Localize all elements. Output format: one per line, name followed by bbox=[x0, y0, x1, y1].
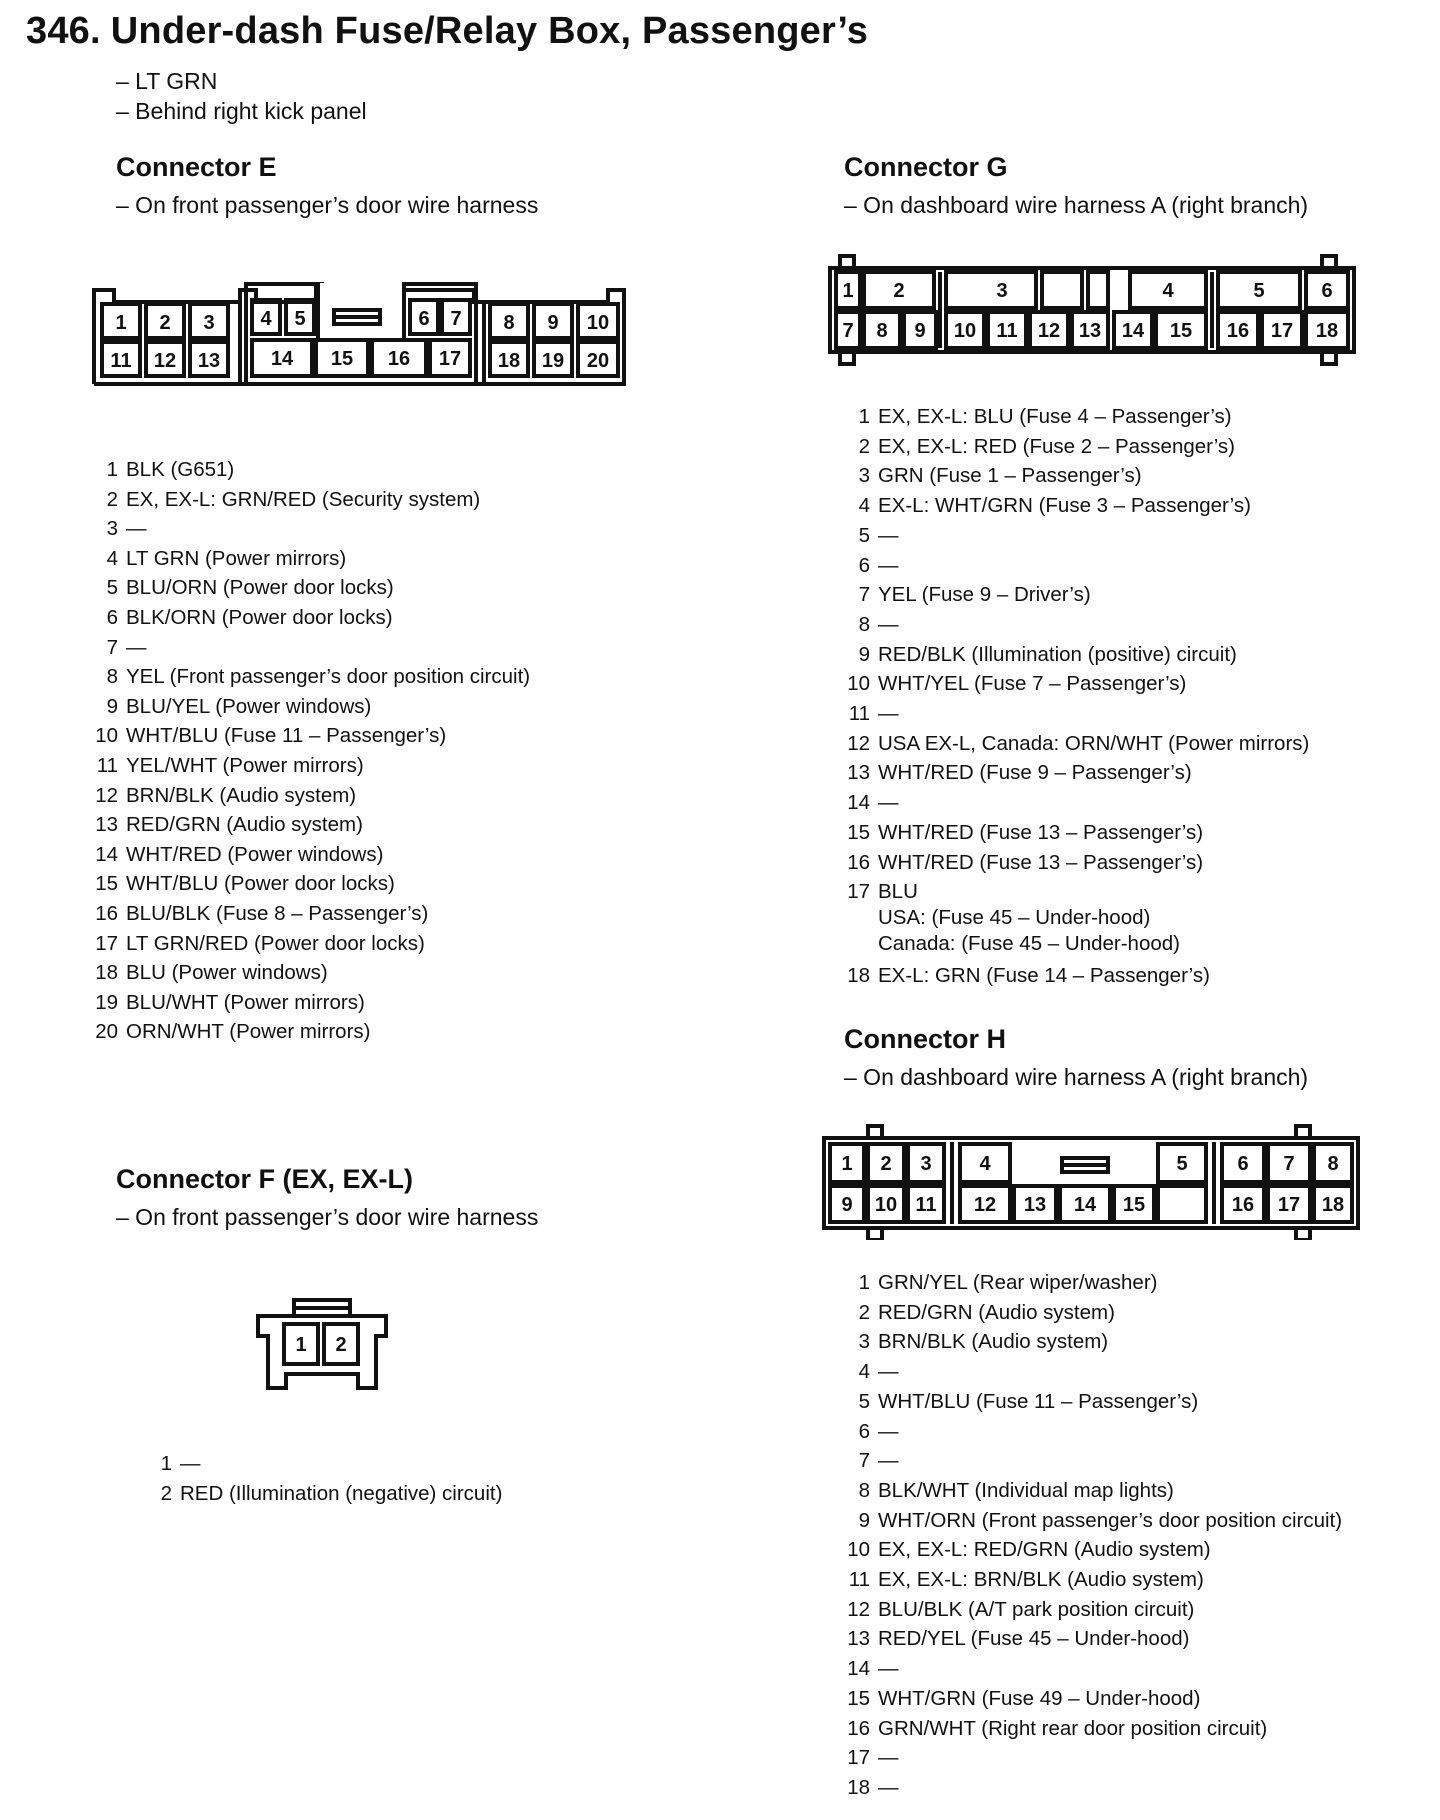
list-item: 2 RED/GRN (Audio system) bbox=[858, 1300, 1115, 1324]
g-cavity-9: 9 bbox=[914, 320, 926, 342]
h-cavity-13: 13 bbox=[1023, 1194, 1047, 1216]
list-item: 10 WHT/BLU (Fuse 11 – Passenger’s) bbox=[95, 724, 447, 748]
list-item: 17 LT GRN/RED (Power door locks) bbox=[95, 931, 425, 955]
e-cavity-17: 17 bbox=[438, 348, 462, 370]
e-cavity-10: 10 bbox=[586, 312, 610, 334]
list-item: 15 WHT/BLU (Power door locks) bbox=[95, 872, 395, 896]
list-item: 1 EX, EX-L: BLU (Fuse 4 – Passenger’s) bbox=[858, 405, 1232, 428]
list-item: 7 YEL (Fuse 9 – Driver’s) bbox=[858, 583, 1091, 607]
e-cavity-9: 9 bbox=[547, 312, 559, 334]
list-item: 17 — bbox=[847, 1746, 899, 1770]
list-item: 14 — bbox=[847, 791, 899, 815]
h-cavity-18: 18 bbox=[1321, 1194, 1345, 1216]
list-item: 3 BRN/BLK (Audio system) bbox=[858, 1330, 1109, 1354]
list-item: 16 GRN/WHT (Right rear door position circuit) bbox=[847, 1716, 1268, 1740]
list-item: 1 GRN/YEL (Rear wiper/washer) bbox=[858, 1271, 1158, 1294]
list-item: 2 RED (Illumination (negative) circuit) bbox=[160, 1481, 503, 1505]
e-cavity-13: 13 bbox=[197, 350, 221, 372]
f-cavity-2: 2 bbox=[335, 1334, 347, 1356]
g-cavity-1: 1 bbox=[842, 280, 854, 302]
list-item: 16 WHT/RED (Fuse 13 – Passenger’s) bbox=[847, 850, 1204, 874]
list-item: 5 — bbox=[858, 523, 899, 547]
list-item: 7 — bbox=[858, 1449, 899, 1473]
list-item: 7 — bbox=[106, 635, 147, 659]
e-cavity-16: 16 bbox=[387, 348, 411, 370]
e-cavity-15: 15 bbox=[330, 348, 354, 370]
connector-e-diagram bbox=[88, 282, 648, 392]
list-item: 18 BLU (Power windows) bbox=[95, 961, 328, 985]
list-item: 13 WHT/RED (Fuse 9 – Passenger’s) bbox=[847, 761, 1192, 785]
list-item: 20 ORN/WHT (Power mirrors) bbox=[95, 1020, 371, 1044]
list-item: 3 — bbox=[106, 517, 147, 541]
list-item: 12 BLU/BLK (A/T park position circuit) bbox=[847, 1597, 1195, 1621]
list-item: 11 — bbox=[848, 702, 899, 726]
h-cavity-1: 1 bbox=[841, 1153, 853, 1175]
h-cavity-10: 10 bbox=[874, 1194, 898, 1216]
e-cavity-4: 4 bbox=[260, 308, 272, 330]
list-item: 2 EX, EX-L: RED (Fuse 2 – Passenger’s) bbox=[858, 434, 1235, 458]
g-cavity-5: 5 bbox=[1253, 280, 1265, 302]
h-cavity-6: 6 bbox=[1237, 1153, 1249, 1175]
list-item: 9 BLU/YEL (Power windows) bbox=[106, 694, 372, 718]
list-item: 8 YEL (Front passenger’s door position circuit) bbox=[106, 665, 531, 689]
list-item: 5 WHT/BLU (Fuse 11 – Passenger’s) bbox=[858, 1389, 1199, 1413]
e-cavity-19: 19 bbox=[541, 350, 565, 372]
g-cavity-10: 10 bbox=[953, 320, 977, 342]
list-item: 11 YEL/WHT (Power mirrors) bbox=[96, 753, 364, 777]
list-item: 16 BLU/BLK (Fuse 8 – Passenger’s) bbox=[95, 901, 429, 925]
connector-e-pin-list bbox=[86, 455, 530, 1047]
list-item: 4 — bbox=[858, 1360, 899, 1384]
e-cavity-3: 3 bbox=[203, 312, 215, 334]
list-item: 1 BLK (G651) bbox=[106, 458, 235, 481]
e-cavity-1: 1 bbox=[115, 312, 127, 334]
g-cavity-14: 14 bbox=[1121, 320, 1145, 342]
list-item: 9 RED/BLK (Illumination (positive) circuit) bbox=[858, 642, 1237, 666]
g-cavity-11: 11 bbox=[996, 320, 1018, 342]
list-item: 18 — bbox=[847, 1775, 899, 1799]
h-cavity-14: 14 bbox=[1073, 1194, 1097, 1216]
box-color: – LT GRN bbox=[116, 68, 218, 94]
g-cavity-2: 2 bbox=[893, 280, 905, 302]
h-cavity-9: 9 bbox=[841, 1194, 853, 1216]
list-item: 18 EX-L: GRN (Fuse 14 – Passenger’s) bbox=[847, 964, 1210, 988]
h-cavity-7: 7 bbox=[1283, 1153, 1295, 1175]
connector-g-pin-list bbox=[838, 402, 1309, 991]
e-cavity-6: 6 bbox=[418, 308, 430, 330]
h-cavity-11: 11 bbox=[915, 1194, 937, 1216]
list-item: 8 — bbox=[858, 612, 899, 636]
list-item: 2 EX, EX-L: GRN/RED (Security system) bbox=[106, 487, 481, 511]
connector-f-pin-list bbox=[140, 1449, 502, 1508]
h-cavity-17: 17 bbox=[1277, 1194, 1301, 1216]
list-item: 9 WHT/ORN (Front passenger’s door position circuit) bbox=[858, 1508, 1343, 1532]
e-cavity-8: 8 bbox=[503, 312, 515, 334]
g-cavity-6: 6 bbox=[1321, 280, 1333, 302]
box-details bbox=[116, 66, 367, 126]
h-cavity-8: 8 bbox=[1327, 1153, 1339, 1175]
e-cavity-5: 5 bbox=[294, 308, 306, 330]
g-cavity-15: 15 bbox=[1169, 320, 1193, 342]
g-cavity-4: 4 bbox=[1162, 280, 1174, 302]
h-cavity-3: 3 bbox=[920, 1153, 932, 1175]
e-cavity-14: 14 bbox=[270, 348, 294, 370]
g-cavity-8: 8 bbox=[876, 320, 888, 342]
list-item: 12 BRN/BLK (Audio system) bbox=[95, 783, 357, 807]
connector-h-location: – On dashboard wire harness A (right branch) bbox=[844, 1064, 1309, 1090]
list-item: 19 BLU/WHT (Power mirrors) bbox=[95, 990, 365, 1014]
list-item: 17 BLU USA: (Fuse 45 – Under-hood) Canada: (Fuse 45 – Under-hood) bbox=[847, 880, 1180, 956]
list-item: 6 — bbox=[858, 553, 899, 577]
h-cavity-4: 4 bbox=[979, 1153, 991, 1175]
h-cavity-12: 12 bbox=[973, 1194, 997, 1216]
list-item: 14 — bbox=[847, 1657, 899, 1681]
g-cavity-13: 13 bbox=[1078, 320, 1102, 342]
connector-e-title: Connector E bbox=[116, 152, 277, 182]
connector-f-location: – On front passenger’s door wire harness bbox=[116, 1204, 539, 1230]
list-item: 1 — bbox=[160, 1452, 201, 1475]
e-cavity-7: 7 bbox=[450, 308, 462, 330]
e-cavity-18: 18 bbox=[497, 350, 521, 372]
connector-g-location: – On dashboard wire harness A (right branch) bbox=[844, 192, 1309, 218]
connector-h-diagram bbox=[816, 1120, 1376, 1240]
list-item: 14 WHT/RED (Power windows) bbox=[95, 842, 384, 866]
h-cavity-16: 16 bbox=[1231, 1194, 1255, 1216]
connector-e-location: – On front passenger’s door wire harness bbox=[116, 192, 539, 218]
list-item: 13 RED/GRN (Audio system) bbox=[95, 813, 363, 837]
e-cavity-20: 20 bbox=[586, 350, 610, 372]
list-item: 12 USA EX-L, Canada: ORN/WHT (Power mirrors) bbox=[847, 731, 1310, 755]
connector-f-title: Connector F (EX, EX-L) bbox=[116, 1164, 413, 1194]
e-cavity-2: 2 bbox=[159, 312, 171, 334]
list-item: 8 BLK/WHT (Individual map lights) bbox=[858, 1478, 1174, 1502]
connector-g-title: Connector G bbox=[844, 152, 1008, 182]
e-cavity-12: 12 bbox=[153, 350, 177, 372]
section-number: 346. bbox=[26, 10, 101, 52]
connector-h-pin-list bbox=[838, 1268, 1342, 1803]
list-item: 4 EX-L: WHT/GRN (Fuse 3 – Passenger’s) bbox=[858, 494, 1251, 518]
g-cavity-18: 18 bbox=[1315, 320, 1339, 342]
connector-h-title: Connector H bbox=[844, 1024, 1006, 1054]
g-cavity-7: 7 bbox=[842, 320, 854, 342]
section-title: Under-dash Fuse/Relay Box, Passenger’s bbox=[110, 10, 869, 52]
list-item: 3 GRN (Fuse 1 – Passenger’s) bbox=[858, 464, 1142, 488]
g-cavity-3: 3 bbox=[996, 280, 1008, 302]
h-cavity-5: 5 bbox=[1176, 1153, 1188, 1175]
list-item: 15 WHT/RED (Fuse 13 – Passenger’s) bbox=[847, 820, 1204, 844]
list-item: 15 WHT/GRN (Fuse 49 – Under-hood) bbox=[847, 1686, 1201, 1710]
page-title bbox=[26, 10, 868, 53]
connector-f-diagram bbox=[254, 1296, 394, 1396]
list-item: 5 BLU/ORN (Power door locks) bbox=[106, 576, 394, 600]
box-location: – Behind right kick panel bbox=[116, 98, 367, 124]
list-item: 6 — bbox=[858, 1419, 899, 1443]
list-item: 13 RED/YEL (Fuse 45 – Under-hood) bbox=[847, 1627, 1190, 1651]
list-item: 10 WHT/YEL (Fuse 7 – Passenger’s) bbox=[847, 672, 1187, 696]
g-cavity-16: 16 bbox=[1226, 320, 1250, 342]
list-item: 11 EX, EX-L: BRN/BLK (Audio system) bbox=[848, 1568, 1204, 1592]
list-item: 6 BLK/ORN (Power door locks) bbox=[106, 605, 393, 629]
list-item: 4 LT GRN (Power mirrors) bbox=[106, 546, 347, 570]
connector-g-diagram bbox=[820, 250, 1380, 370]
e-cavity-11: 11 bbox=[110, 350, 132, 372]
h-cavity-2: 2 bbox=[880, 1153, 892, 1175]
f-cavity-1: 1 bbox=[295, 1334, 307, 1356]
g-cavity-12: 12 bbox=[1037, 320, 1061, 342]
h-cavity-15: 15 bbox=[1122, 1194, 1146, 1216]
list-item: 10 EX, EX-L: RED/GRN (Audio system) bbox=[847, 1538, 1211, 1562]
g-cavity-17: 17 bbox=[1270, 320, 1294, 342]
